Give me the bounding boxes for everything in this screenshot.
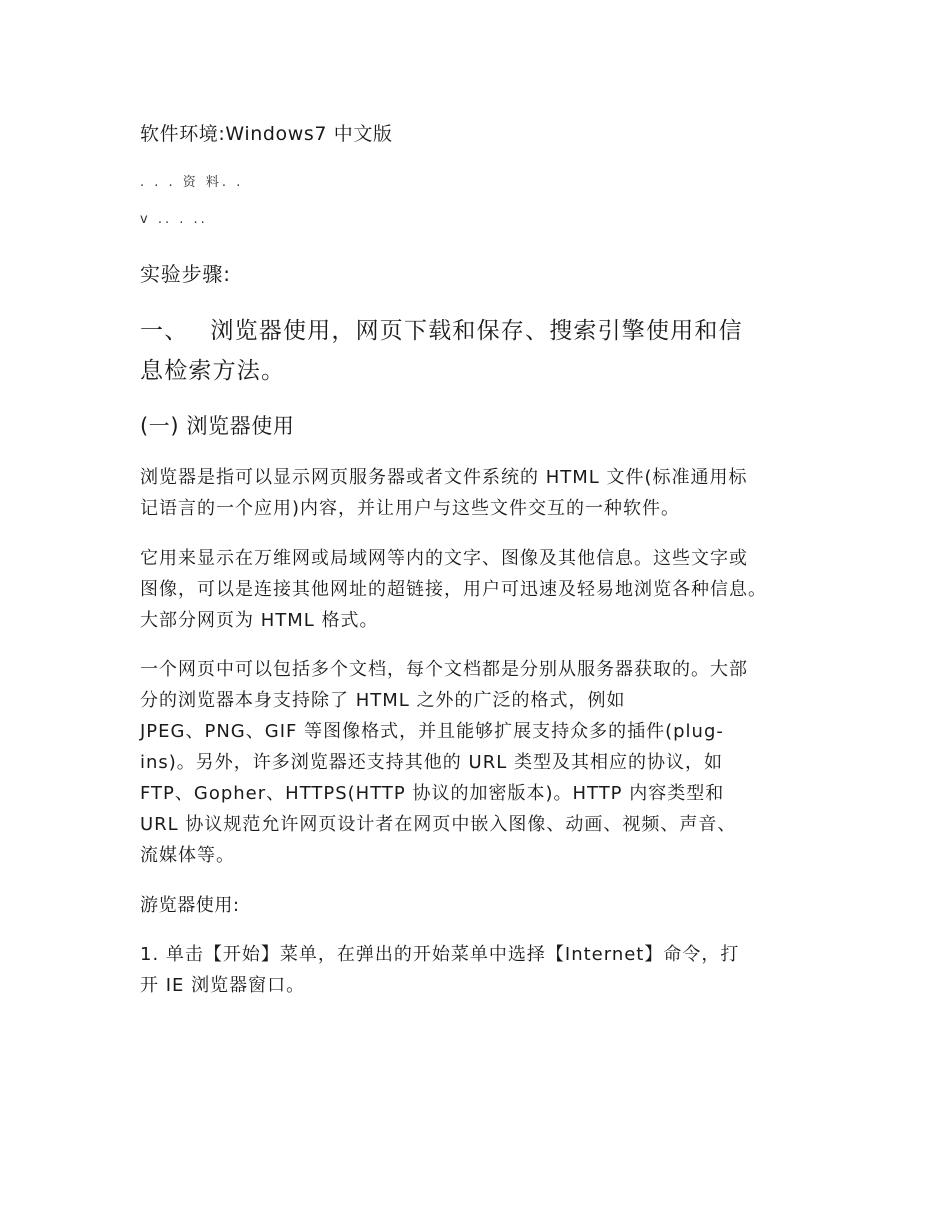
paragraph-line: 记语言的一个应用)内容，并让用户与这些文件交互的一种软件。 — [140, 498, 681, 519]
paragraph-line: URL 协议规范允许网页设计者在网页中嵌入图像、动画、视频、声音、 — [140, 814, 737, 835]
paragraph-line: JPEG、PNG、GIF 等图像格式，并且能够扩展支持众多的插件(plug- — [140, 721, 724, 742]
paragraph-2 — [140, 543, 830, 636]
paragraph-line: 流媒体等。 — [140, 845, 235, 866]
paragraph-line: 分的浏览器本身支持除了 HTML 之外的广泛的格式，例如 — [140, 690, 626, 711]
section-number: 一、 — [140, 318, 189, 344]
section-heading-text-1: 浏览器使用，网页下载和保存、搜索引擎使用和信 — [210, 318, 743, 344]
usage-heading: 游览器使用: — [140, 895, 240, 916]
step-1 — [140, 939, 830, 1001]
subsection-heading: (一) 浏览器使用 — [140, 414, 295, 438]
section-heading-line-1 — [140, 311, 830, 351]
paragraph-3 — [140, 654, 830, 871]
paragraph-line: 浏览器是指可以显示网页服务器或者文件系统的 HTML 文件(标准通用标 — [140, 467, 748, 488]
paragraph-1 — [140, 462, 830, 524]
section-heading-line-2: 息检索方法。 — [140, 358, 286, 384]
software-environment: 软件环境:Windows7 中文版 — [140, 123, 393, 145]
meta-line-1: . . . 资 料. . — [140, 175, 244, 190]
paragraph-line: 它用来显示在万维网或局域网等内的文字、图像及其他信息。这些文字或 — [140, 548, 748, 569]
paragraph-line: 图像，可以是连接其他网址的超链接，用户可迅速及轻易地浏览各种信息。 — [140, 579, 767, 600]
steps-heading: 实验步骤: — [140, 262, 231, 286]
paragraph-line: ins)。另外，许多浏览器还支持其他的 URL 类型及其相应的协议，如 — [140, 752, 723, 773]
section-heading — [140, 311, 830, 391]
step-line: 1. 单击【开始】菜单，在弹出的开始菜单中选择【Internet】命令，打 — [140, 944, 740, 965]
meta-line-2: v .. . .. — [140, 212, 208, 227]
paragraph-line: 大部分网页为 HTML 格式。 — [140, 610, 379, 631]
paragraph-line: 一个网页中可以包括多个文档，每个文档都是分别从服务器获取的。大部 — [140, 659, 748, 680]
step-line: 开 IE 浏览器窗口。 — [140, 975, 306, 996]
paragraph-line: FTP、Gopher、HTTPS(HTTP 协议的加密版本)。HTTP 内容类型和 — [140, 783, 725, 804]
